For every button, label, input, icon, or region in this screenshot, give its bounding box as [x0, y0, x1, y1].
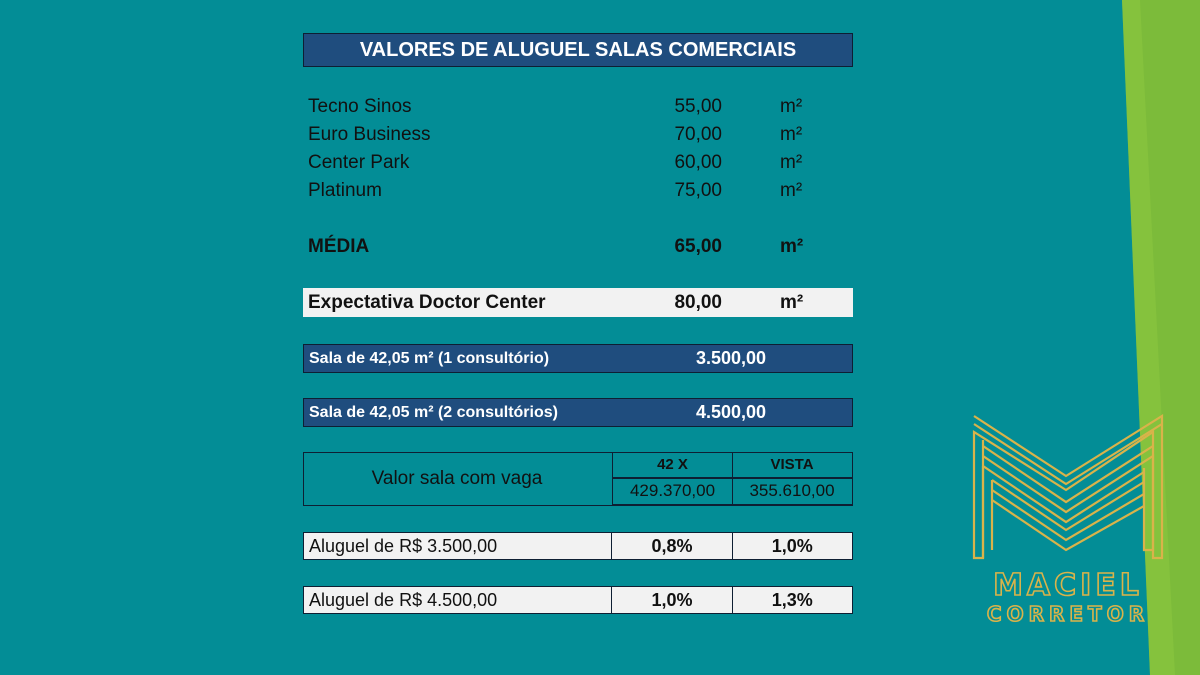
- price-value-vista: 355.610,00: [732, 477, 853, 505]
- comparable-row: [308, 122, 848, 148]
- average-row: [308, 234, 848, 260]
- price-table: [303, 452, 853, 506]
- price-header-42x: 42 X: [612, 452, 733, 479]
- comparable-value: 70,00: [674, 124, 722, 145]
- rent-pct-vista: 1,0%: [732, 532, 854, 560]
- rent-pct-42x: 0,8%: [611, 532, 733, 560]
- expectation-value: 80,00: [674, 292, 722, 313]
- logo-subtitle: CORRETOR: [986, 602, 1150, 626]
- room-label: Sala de 42,05 m² (1 consultório): [309, 350, 550, 367]
- room-value: 3.500,00: [696, 348, 767, 368]
- price-value-42x: 429.370,00: [612, 477, 733, 505]
- comparable-row: [308, 150, 848, 176]
- comparable-name: Center Park: [308, 152, 410, 173]
- rent-row: [303, 532, 853, 560]
- comparable-unit: m²: [780, 180, 803, 201]
- page-title: VALORES DE ALUGUEL SALAS COMERCIAIS: [303, 33, 853, 67]
- average-label: MÉDIA: [308, 236, 370, 257]
- logo-title: MACIEL: [993, 568, 1143, 603]
- price-header-vista: VISTA: [732, 452, 853, 479]
- rent-row: [303, 586, 853, 614]
- rent-label: Aluguel de R$ 3.500,00: [303, 532, 613, 560]
- room-row: [303, 344, 853, 373]
- room-label: Sala de 42,05 m² (2 consultórios): [309, 404, 558, 421]
- comparable-unit: m²: [780, 96, 803, 117]
- room-row: [303, 398, 853, 427]
- maciel-logo-icon: [966, 410, 1171, 570]
- comparable-value: 75,00: [674, 180, 722, 201]
- room-value: 4.500,00: [696, 402, 767, 422]
- rent-pct-42x: 1,0%: [611, 586, 733, 614]
- comparable-row: [308, 94, 848, 120]
- price-table-label: Valor sala com vaga: [303, 452, 613, 506]
- comparable-value: 55,00: [674, 96, 722, 117]
- comparable-value: 60,00: [674, 152, 722, 173]
- comparable-unit: m²: [780, 124, 803, 145]
- comparable-name: Platinum: [308, 180, 382, 201]
- average-unit: m²: [780, 236, 804, 257]
- expectation-unit: m²: [780, 292, 804, 313]
- expectation-label: Expectativa Doctor Center: [308, 292, 546, 313]
- comparable-name: Tecno Sinos: [308, 96, 412, 117]
- expectation-row: [308, 290, 848, 316]
- comparable-unit: m²: [780, 152, 803, 173]
- rent-pct-vista: 1,3%: [732, 586, 854, 614]
- comparable-name: Euro Business: [308, 124, 431, 145]
- average-value: 65,00: [674, 236, 722, 257]
- comparable-row: [308, 178, 848, 204]
- rent-label: Aluguel de R$ 4.500,00: [303, 586, 613, 614]
